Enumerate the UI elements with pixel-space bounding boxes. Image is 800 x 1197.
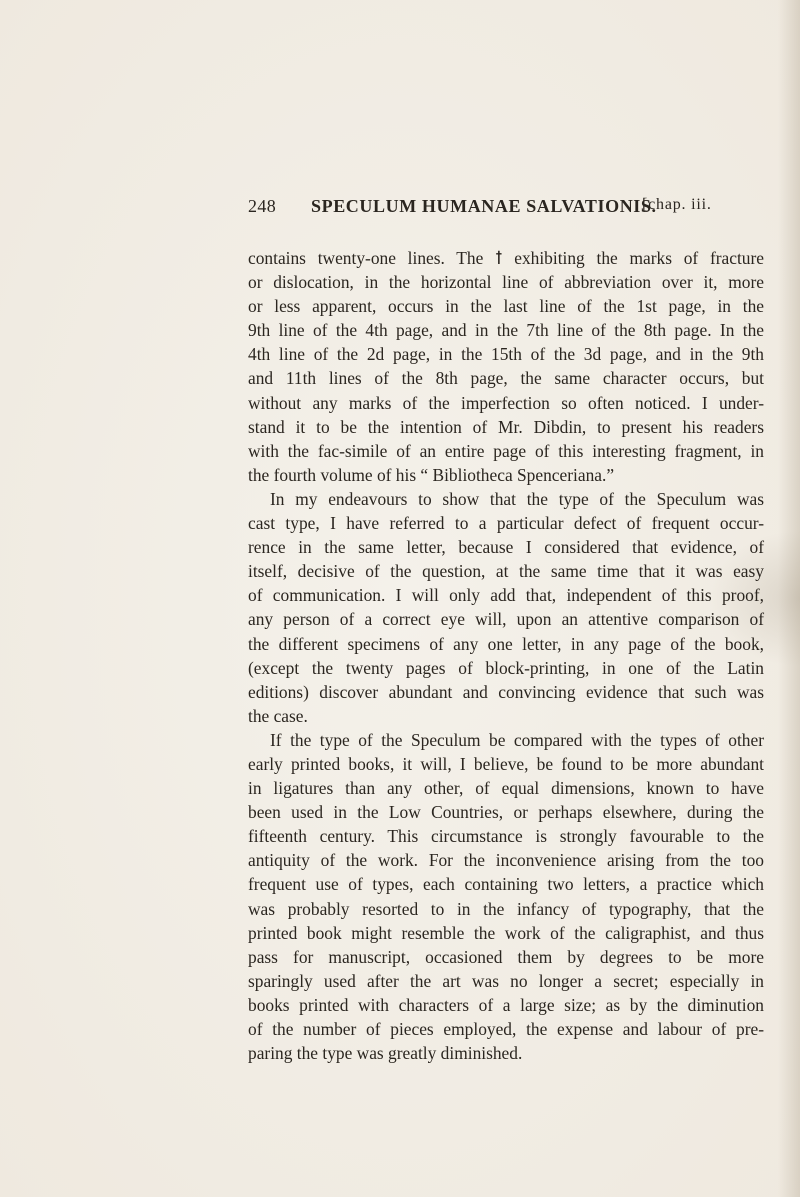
text-line: frequent use of types, each containing two letters, a practice which bbox=[248, 874, 764, 895]
text-line: early printed books, it will, I believe, be found to be more abundant bbox=[248, 753, 764, 774]
text-line: any person of a correct eye will, upon an attentive comparison of bbox=[248, 609, 764, 630]
text-line: the different specimens of any one letter, in any page of the book, bbox=[248, 633, 764, 654]
text-line: paring the type was greatly diminished. bbox=[248, 1043, 523, 1064]
text-line: been used in the Low Countries, or perhaps elsewhere, during the bbox=[248, 802, 764, 823]
text-line: 9th line of the 4th page, and in the 7th line of the 8th page. In the bbox=[248, 320, 764, 341]
running-header bbox=[248, 196, 768, 222]
text-line: stand it to be the intention of Mr. Dibdin, to present his readers bbox=[248, 416, 764, 437]
text-line: itself, decisive of the question, at the same time that it was easy bbox=[248, 561, 764, 582]
text-line: If the type of the Speculum be compared with the types of other bbox=[270, 729, 764, 750]
text-line: In my endeavours to show that the type of the Speculum was bbox=[270, 488, 764, 509]
text-line: 4th line of the 2d page, in the 15th of the 3d page, and in the 9th bbox=[248, 344, 764, 365]
text-line: and 11th lines of the 8th page, the same character occurs, but bbox=[248, 368, 764, 389]
text-line: of the number of pieces employed, the expense and labour of pre- bbox=[248, 1019, 764, 1039]
text-line: of communication. I will only add that, independent of this proof, bbox=[248, 585, 764, 606]
text-line: (except the twenty pages of block-printing, in one of the Latin bbox=[248, 657, 764, 678]
text-line: was probably resorted to in the infancy of typography, that the bbox=[248, 898, 764, 919]
text-line: without any marks of the imperfection so often noticed. I under- bbox=[248, 392, 764, 413]
text-line: rence in the same letter, because I considered that evidence, of bbox=[248, 537, 764, 558]
text-line: cast type, I have referred to a particular defect of frequent occur- bbox=[248, 513, 764, 534]
text-line: books printed with characters of a large size; as by the diminution bbox=[248, 994, 764, 1015]
text-line: fifteenth century. This circumstance is strongly favourable to the bbox=[248, 826, 764, 847]
text-line: the case. bbox=[248, 705, 308, 726]
chapter-reference: [chap. iii. bbox=[642, 196, 712, 213]
text-line: the fourth volume of his “ Bibliotheca Spenceriana.” bbox=[248, 464, 615, 485]
text-line: antiquity of the work. For the inconvenience arising from the too bbox=[248, 850, 764, 871]
text-line: editions) discover abundant and convincing evidence that such was bbox=[248, 681, 764, 702]
text-line: contains twenty-one lines. The ꝉ exhibiting the marks of fracture bbox=[248, 248, 764, 268]
body-text bbox=[248, 246, 764, 1065]
page-number: 248 bbox=[248, 196, 277, 216]
text-line: sparingly used after the art was no longer a secret; especially in bbox=[248, 970, 764, 991]
page-edge-shadow bbox=[778, 0, 800, 1197]
text-line: in ligatures than any other, of equal dimensions, known to have bbox=[248, 778, 764, 799]
text-line: with the fac-simile of an entire page of this interesting fragment, in bbox=[248, 440, 764, 461]
running-title: SPECULUM HUMANAE SALVATIONIS. bbox=[311, 196, 657, 216]
text-line: or dislocation, in the horizontal line of abbreviation over it, more bbox=[248, 272, 764, 293]
text-line: pass for manuscript, occasioned them by degrees to be more bbox=[248, 946, 764, 967]
text-line: or less apparent, occurs in the last line of the 1st page, in the bbox=[248, 296, 764, 317]
text-line: printed book might resemble the work of the caligraphist, and thus bbox=[248, 922, 764, 943]
